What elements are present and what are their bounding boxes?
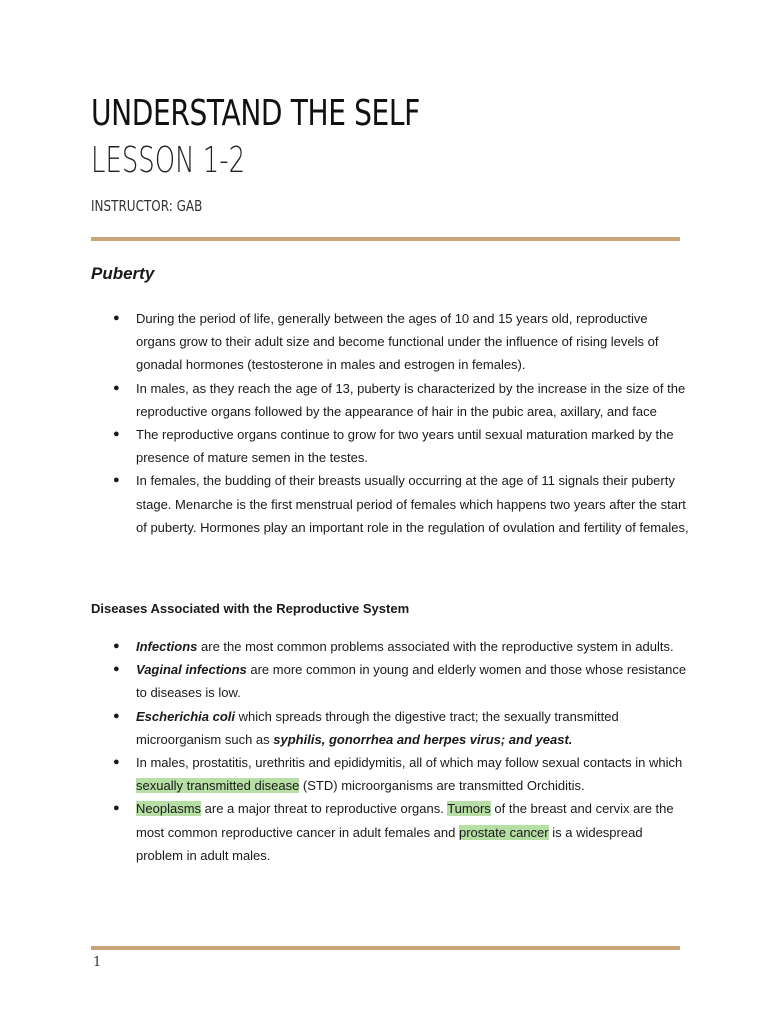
bullet-icon: ● (113, 312, 120, 324)
list-item: ● Infections are the most common problems associated with the reproductive system in adults. (91, 635, 691, 658)
list-item: ● In females, the budding of their breasts usually occurring at the age of 11 signals their puberty stage. Menarche is the first menstrual period of females which happens two years after the start of puberty. Hormones play an important role in the regulation of ovulation and fertility of females, (91, 469, 691, 539)
page-number: 1 (93, 955, 102, 970)
list-item: ● During the period of life, generally between the ages of 10 and 15 years old, reproductive organs grow to their adult size and become functional under the influence of rising levels of gonadal hormones (testosterone in males and estrogen in females). (91, 307, 691, 377)
highlight-prostate-cancer: prostate cancer (459, 824, 549, 840)
list-item: ● In males, as they reach the age of 13, puberty is characterized by the increase in the size of the reproductive organs followed by the appearance of hair in the pubic area, axillary, and face (91, 377, 691, 423)
term-syphilis: syphilis (273, 731, 322, 747)
diseases-list (91, 635, 691, 867)
instructor-line: INSTRUCTOR: GAB (91, 197, 203, 215)
highlight-std: sexually transmitted disease (136, 778, 300, 794)
highlight-tumors: Tumors (447, 801, 491, 817)
term-vaginal-infections: Vaginal infections (136, 662, 247, 678)
footer-divider (91, 946, 680, 950)
term-infections: Infections (136, 639, 198, 654)
bullet-icon: ● (113, 756, 120, 769)
bullet-icon: ● (113, 381, 120, 394)
bullet-icon: ● (113, 474, 120, 487)
puberty-heading: Puberty (91, 264, 155, 283)
lesson-subtitle: LESSON 1-2 (91, 140, 246, 181)
diseases-heading: Diseases Associated with the Reproductive System (91, 601, 410, 616)
header-divider (91, 237, 680, 241)
bullet-icon: ● (113, 663, 120, 676)
list-item: ● Neoplasms are a major threat to reproductive organs. Tumors of the breast and cervix are the most common reproductive cancer in adult females and prostate cancer is a widespread problem in adult males. (91, 797, 691, 867)
puberty-list (91, 307, 691, 539)
document-title: UNDERSTAND THE SELF (91, 93, 420, 134)
list-item: ● Vaginal infections are more common in young and elderly women and those whose resistance to diseases is low. (91, 658, 691, 704)
bullet-icon: ● (113, 709, 120, 722)
list-item: ● The reproductive organs continue to grow for two years until sexual maturation marked by the presence of mature semen in the testes. (91, 423, 691, 469)
bullet-icon: ● (113, 428, 120, 441)
term-gonorrhea-herpes: gonorrhea and herpes virus; and yeast. (328, 731, 573, 747)
bullet-icon: ● (113, 640, 120, 652)
highlight-neoplasms: Neoplasms (136, 801, 202, 817)
list-item: ● In males, prostatitis, urethritis and epididymitis, all of which may follow sexual contacts in which sexually transmitted disease (STD) microorganisms are transmitted Orchiditis. (91, 751, 691, 797)
bullet-icon: ● (113, 802, 120, 815)
term-escherichia-coli: Escherichia coli (136, 708, 235, 724)
list-item: ● Escherichia coli which spreads through the digestive tract; the sexually transmitted microorganism such as syphilis, gonorrhea and herpes virus; and yeast. (91, 705, 691, 751)
